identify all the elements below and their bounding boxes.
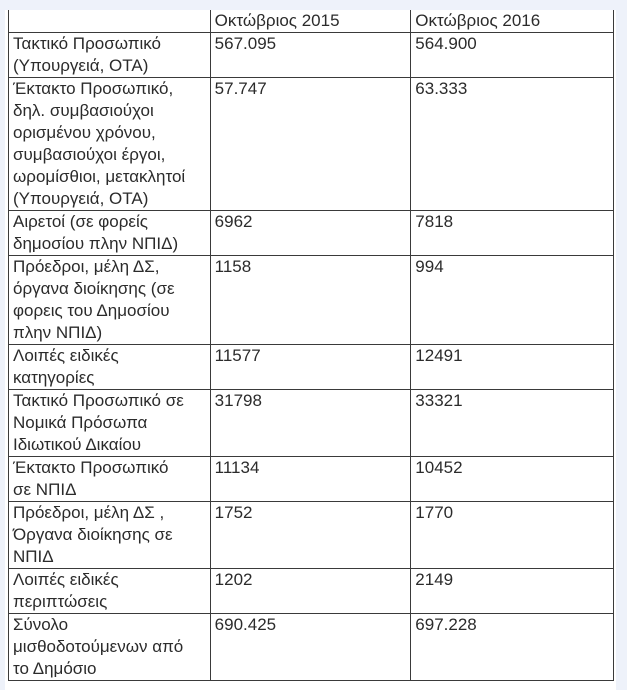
value-oct-2015: 57.747: [210, 78, 411, 211]
public-sector-staff-table: [8, 10, 614, 681]
header-oct-2015: Οκτώβριος 2015: [210, 10, 411, 33]
row-label: Λοιπές ειδικές κατηγορίες: [9, 345, 211, 390]
table-row: [9, 457, 614, 502]
row-label: Αιρετοί (σε φορείς δημοσίου πλην ΝΠΙΔ): [9, 211, 211, 256]
value-oct-2015: 11577: [210, 345, 411, 390]
value-oct-2016: 994: [411, 256, 614, 345]
value-oct-2016: 564.900: [411, 33, 614, 78]
table-row: [9, 78, 614, 211]
table-row-total: [9, 614, 614, 681]
value-oct-2015: 1158: [210, 256, 411, 345]
header-category: [9, 10, 211, 33]
value-oct-2015: 567.095: [210, 33, 411, 78]
table-header-row: [9, 10, 614, 33]
row-label: Έκτακτο Προσωπικό, δηλ. συμβασιούχοι ορισμένου χρόνου, συμβασιούχοι έργοι, ωρομίσθιοι, μετακλητοί (Υπουργειά, ΟΤΑ): [9, 78, 211, 211]
row-label: Σύνολο μισθοδοτούμενων από το Δημόσιο: [9, 614, 211, 681]
value-oct-2015: 1752: [210, 502, 411, 569]
value-oct-2016: 697.228: [411, 614, 614, 681]
value-oct-2016: 2149: [411, 569, 614, 614]
value-oct-2015: 6962: [210, 211, 411, 256]
table-row: [9, 345, 614, 390]
value-oct-2015: 31798: [210, 390, 411, 457]
value-oct-2016: 7818: [411, 211, 614, 256]
value-oct-2016: 63.333: [411, 78, 614, 211]
value-oct-2016: 33321: [411, 390, 614, 457]
value-oct-2016: 12491: [411, 345, 614, 390]
table-row: [9, 569, 614, 614]
row-label: Έκτακτο Προσωπικό σε ΝΠΙΔ: [9, 457, 211, 502]
value-oct-2016: 10452: [411, 457, 614, 502]
table-row: [9, 211, 614, 256]
value-oct-2016: 1770: [411, 502, 614, 569]
row-label: Πρόεδροι, μέλη ΔΣ, όργανα διοίκησης (σε φορεις του Δημοσίου πλην ΝΠΙΔ): [9, 256, 211, 345]
value-oct-2015: 690.425: [210, 614, 411, 681]
table-row: [9, 256, 614, 345]
row-label: Πρόεδροι, μέλη ΔΣ , Όργανα διοίκησης σε ΝΠΙΔ: [9, 502, 211, 569]
row-label: Τακτικό Προσωπικό σε Νομικά Πρόσωπα Ιδιωτικού Δικαίου: [9, 390, 211, 457]
table-row: [9, 502, 614, 569]
value-oct-2015: 1202: [210, 569, 411, 614]
row-label: Τακτικό Προσωπικό (Υπουργειά, ΟΤΑ): [9, 33, 211, 78]
header-oct-2016: Οκτώβριος 2016: [411, 10, 614, 33]
row-label: Λοιπές ειδικές περιπτώσεις: [9, 569, 211, 614]
table-row: [9, 33, 614, 78]
value-oct-2015: 11134: [210, 457, 411, 502]
table-row: [9, 390, 614, 457]
